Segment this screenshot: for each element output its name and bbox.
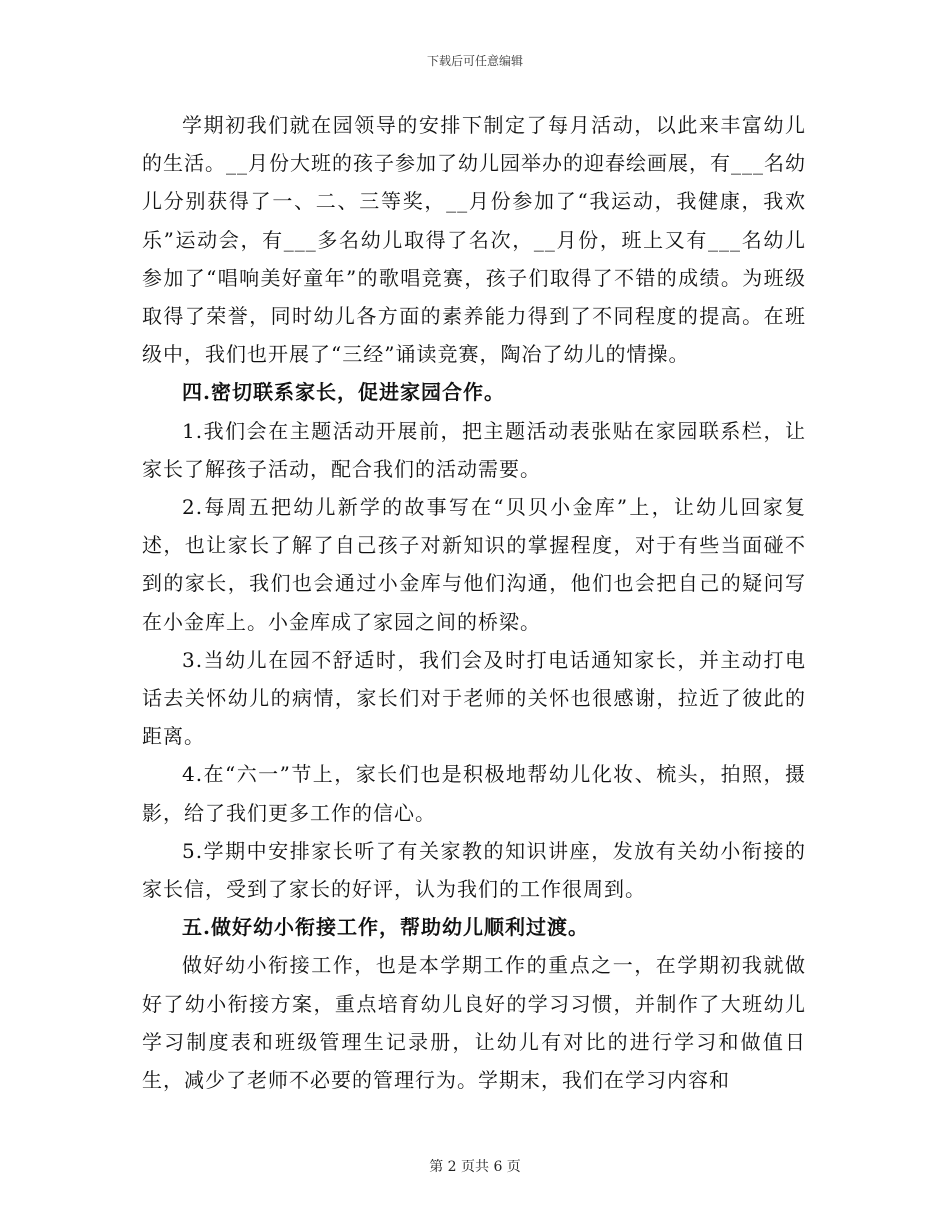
list-item-2: 2.每周五把幼儿新学的故事写在“贝贝小金库”上，让幼儿回家复述，也让家长了解了自己孩子对新知识的掌握程度，对于有些当面碰不到的家长，我们也会通过小金库与他们沟通，他们也会把自己的疑问写在小金库上。小金库成了家园之间的桥梁。 xyxy=(142,495,806,634)
paragraph-activities: 学期初我们就在园领导的安排下制定了每月活动，以此来丰富幼儿的生活。__月份大班的孩子参加了幼儿园举办的迎春绘画展，有___名幼儿分别获得了一、二、三等奖，__月份参加了“我运动，我健康，我欢乐”运动会，有___多名幼儿取得了名次，__月份，班上又有___名幼儿参加了“唱响美好童年”的歌唱竞赛，孩子们取得了不错的成绩。为班级取得了荣誉，同时幼儿各方面的素养能力得到了不同程度的提高。在班级中，我们也开展了“三经”诵读竞赛，陶冶了幼儿的情操。 xyxy=(142,113,806,367)
section-heading-4: 四.密切联系家长，促进家园合作。 xyxy=(182,380,505,405)
list-item-4: 4.在“六一”节上，家长们也是积极地帮幼儿化妆、梳头，拍照，摄影，给了我们更多工作的信心。 xyxy=(142,762,806,825)
list-item-5: 5.学期中安排家长听了有关家教的知识讲座，发放有关幼小衔接的家长信，受到了家长的好评，认为我们的工作很周到。 xyxy=(142,838,806,902)
list-item-3: 3.当幼儿在园不舒适时，我们会及时打电话通知家长，并主动打电话去关怀幼儿的病情，家长们对于老师的关怀也很感谢，拉近了彼此的距离。 xyxy=(142,647,806,749)
document-body xyxy=(142,106,806,1099)
page-header: 下载后可任意编辑 xyxy=(426,54,523,68)
section-heading-5: 五.做好幼小衔接工作，帮助幼儿顺利过渡。 xyxy=(182,915,589,940)
list-item-1: 1.我们会在主题活动开展前，把主题活动表张贴在家园联系栏，让家长了解孩子活动，配合我们的活动需要。 xyxy=(142,418,806,481)
paragraph-transition: 做好幼小衔接工作，也是本学期工作的重点之一，在学期初我就做好了幼小衔接方案，重点培育幼儿良好的学习习惯，并制作了大班幼儿学习制度表和班级管理生记录册，让幼儿有对比的进行学习和做值日生，减少了老师不必要的管理行为。学期末，我们在学习内容和 xyxy=(142,953,806,1093)
page-footer: 第 2 页共 6 页 xyxy=(429,1159,521,1175)
